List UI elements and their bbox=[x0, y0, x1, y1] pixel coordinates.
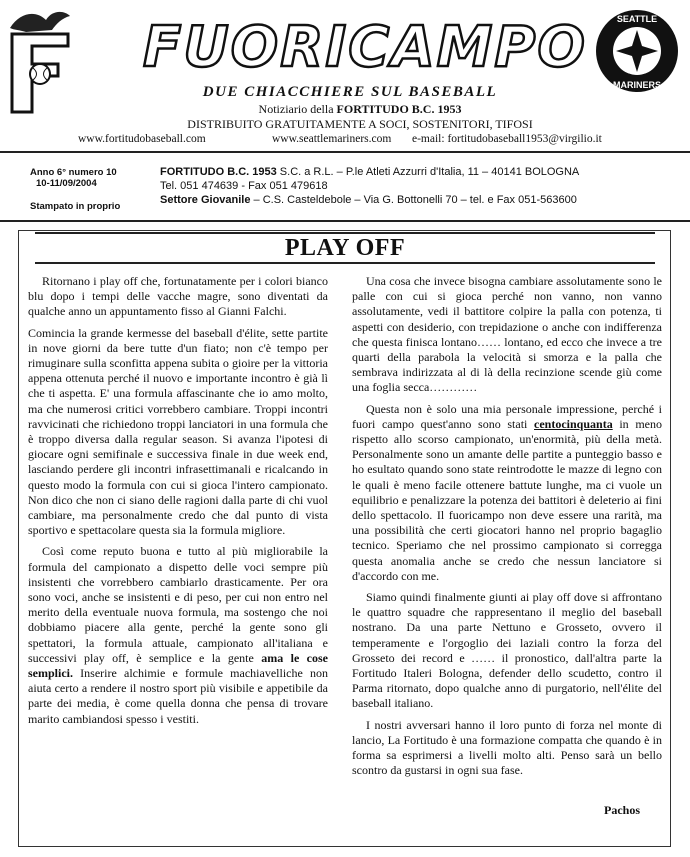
paragraph: Ritornano i play off che, fortunatamente per i colori bianco blu dopo i tempi delle vacche magre, sono diventati da qualche anno un appuntamento fisso al Gianni Falchi. bbox=[28, 274, 328, 319]
issue-date: 10-11/09/2004 bbox=[36, 178, 97, 189]
divider-top bbox=[0, 151, 690, 153]
article-column-right bbox=[352, 274, 662, 785]
subtitle: DUE CHIACCHIERE SUL BASEBALL bbox=[202, 84, 498, 100]
paragraph: Siamo quindi finalmente giunti ai play off dove si affrontano le quattro squadre che rappresentano il meglio del baseball nostrano. Da una parte Nettuno e Grosseto, ovvero il temperamente e l'orgoglio dei laziali contro la forza del Grosseto dei record e …… il pronostico, dall'altra parte la Fortitudo Italeri Bologna, defender dello scudetto, contro il Parma ritornato, dopo qualche anno di purgatorio, nell'élite del baseball italiano. bbox=[352, 590, 662, 711]
article-title: PLAY OFF bbox=[284, 235, 406, 261]
issue-info bbox=[30, 167, 117, 189]
fortitudo-eagle-logo bbox=[6, 6, 72, 116]
paragraph: I nostri avversari hanno il loro punto di forza nel monte di lancio, La Fortitudo è una formazione compatta che quando è in forma sa esprimersi a livelli molto alti. Penso sarà un bello scontro da gustarsi in ogni sua fase. bbox=[352, 717, 662, 778]
distribution-line: DISTRIBUITO GRATUITAMENTE A SOCI, SOSTENITORI, TIFOSI bbox=[187, 117, 533, 131]
article-title-box bbox=[35, 232, 655, 264]
email-link[interactable]: e-mail: fortitudobaseball1953@virgilio.it bbox=[412, 133, 602, 145]
printed-note: Stampato in proprio bbox=[30, 201, 121, 212]
logo-text-top: SEATTLE bbox=[616, 14, 658, 24]
issue-number: Anno 6° numero 10 bbox=[30, 167, 117, 178]
masthead-title: FUORICAMPO bbox=[142, 15, 588, 80]
paragraph: Comincia la grande kermesse del baseball d'élite, sette partite in nove giorni da bere tutte d'un fiato; non c'è tempo per rimuginare sulla sconfitta appena subita o gioire per la vittoria appena ottenuta perché il nuovo e importante incontro è già lì che ti aspetta. E' una formula affascinante che io amo molto, ma che numerosi critici vorrebbero cambiare. Troppi incontri ravvicinati che richiedono troppi lanciatori in una formula che è troppo diversa dalla regular season. Si avanza l'ipotesi di giocare ogni semifinale e successiva finale in due week end, lasciando perdere gli incontri infrasettimanali e ricalcando in questo modo la formula con cui si gioca l'intero campionato. Non dico che non ci siano delle ragioni dalla parte di chi vuol cambiare, ma personalmente credo che dal punto di vista sportivo e spettacolare questa sia la formula migliore. bbox=[28, 325, 328, 538]
logo-text-bottom: MARINERS bbox=[612, 80, 662, 90]
address-line-1: FORTITUDO B.C. 1953 S.C. a R.L. – P.le Atleti Azzurri d'Italia, 11 – 40141 BOLOGNA bbox=[160, 166, 580, 178]
address-line-3: Settore Giovanile – C.S. Casteldebole – Via G. Bottonelli 70 – tel. e Fax 051-563600 bbox=[160, 194, 577, 206]
article-column-left bbox=[28, 274, 328, 733]
paragraph: Una cosa che invece bisogna cambiare assolutamente sono le palle con cui si gioca perché non vanno, non vanno assolutamente, vedi il battitore colpire la palla con potenza, ti aspetti con desiderio, con trepidazione o anche con indifferenza che questa finisca lontano…… lontano, ed ecco che invece a tre quarti della parabola la velocità si smorza e la palla che sembrava indirizzata al di là della recinzione scende giù come una foglia secca………… bbox=[352, 274, 662, 395]
website-link-fortitudo[interactable]: www.fortitudobaseball.com bbox=[78, 133, 206, 145]
author-signature: Pachos bbox=[604, 803, 640, 817]
seattle-mariners-logo bbox=[594, 8, 680, 94]
paragraph: Questa non è solo una mia personale impressione, perché i fuori campo quest'anno sono stati centocinquanta in meno rispetto allo scorso campionato, un'enormità, più della metà. Personalmente sono un amante delle partite a punteggio basso e ho esultato quando sono state reintrodotte le mazze di legno con le quali è meno facile ottenere battute lunghe, ma ci vuole un equilibrio e penalizzare la potenza dei battitori è deleterio ai fini dello spettacolo. Il fuoricampo non deve essere una rarità, ma una possibilità che certi giocatori hanno nel proprio bagaglio tecnico. Speriamo che nel prossimo campionato si corregga questa anomalia anche se credo che nessun lanciatore si d'accordo con me. bbox=[352, 401, 662, 583]
divider-bottom bbox=[0, 220, 690, 222]
paragraph: Così come reputo buona e tutto al più migliorabile la formula del campionato a dispetto delle voci sempre più insistenti che vorrebbero cambiarlo drasticamente. Per ora sono voci, anche se insistenti e di peso, per cui non entro nel merito della eventuale nuova formula, ma sostengo che noi dobbiamo piacere alla gente, perché la gente sono gli spettatori, la formula attuale, campionato all'italiana e successivi play off, è semplice e la gente ama le cose semplici. Inserire alchimie e formule machiavelliche non aiuta certo a rendere il nostro sport più visibile e appetibile da parte dei media, è come quella donna che pensa di trovare marito cambiandosi spesso i vestiti. bbox=[28, 544, 328, 726]
address-block bbox=[160, 165, 680, 207]
address-line-2: Tel. 051 474639 - Fax 051 479618 bbox=[160, 180, 328, 192]
website-link-mariners[interactable]: www.seattlemariners.com bbox=[272, 133, 392, 145]
publisher-line: Notiziario della FORTITUDO B.C. 1953 bbox=[258, 102, 462, 116]
